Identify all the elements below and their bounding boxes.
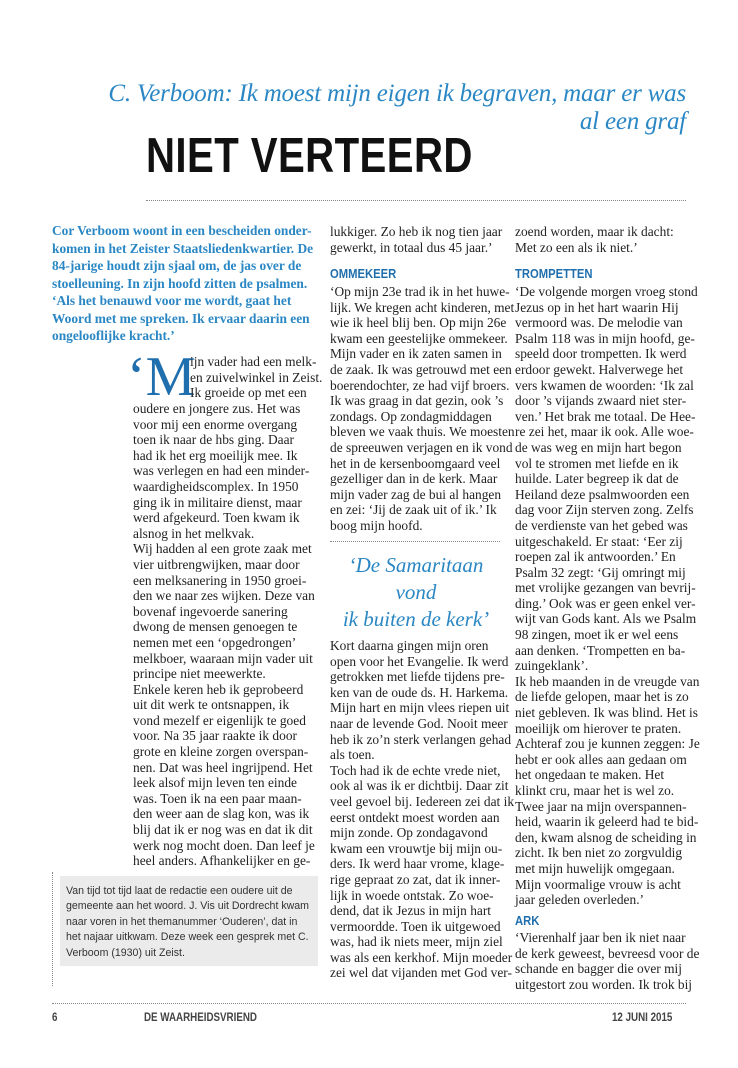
text-line: Met zo een als ik niet.’: [515, 239, 638, 255]
text-line: door ’s vijands zwaard niet ster-: [515, 393, 687, 409]
text-line: den weer aan de slag kon, was ik: [133, 806, 310, 822]
text-line: Achteraf zou je kunnen zeggen: Je: [515, 736, 700, 752]
text-line: het ongedaan te maken. Het: [515, 767, 665, 783]
text-line: schande en bagger die over mij: [515, 961, 682, 977]
col2-bottom-text: [330, 638, 514, 981]
text-line: oudere en jongere zus. Het was: [133, 401, 301, 416]
text-line: ‘Op mijn 23e trad ik in het huwe-: [330, 284, 510, 299]
article-title: NIET VERTEERD: [146, 129, 473, 183]
text-line: Mijn vader en ik zaten samen in: [330, 346, 502, 362]
intro-lead: [52, 222, 313, 345]
text-line: werd afgekeurd. Toen kwam ik: [133, 510, 300, 526]
text-line: kwam een vrouwtje bij mijn ou-: [330, 840, 503, 856]
text-line: met mijn huwelijk omgegaan.: [515, 860, 675, 876]
text-line: vers kwamen de woorden: ‘Ik zal: [515, 377, 694, 393]
col1-indented-text: [190, 354, 322, 401]
text-line: Van tijd tot tijd laat de redactie een oudere uit de: [66, 885, 293, 897]
text-line: den we naar zes wijken. Deze van: [133, 588, 315, 604]
text-line: ‘De volgende morgen vroeg stond: [515, 284, 698, 299]
col3-top-text: [515, 224, 674, 255]
text-line: Mijn voormalige vrouw is acht: [515, 876, 681, 892]
text-line: heid, waarin ik geleerd had te bid-: [515, 814, 699, 830]
text-line: het najaar uitkwam. Deze week een gesprek met C.: [66, 931, 309, 944]
text-line: ‘Als het benauwd voor me wordt, gaat het: [52, 293, 292, 308]
text-line: uitgeschakeld. Er staat: ‘Eer zij: [515, 533, 683, 549]
text-line: was verlegen en had een minder-: [133, 463, 310, 479]
text-line: uit dit werk te ontsnappen, ik: [133, 697, 290, 713]
text-line: Wij hadden al een grote zaak met: [133, 541, 312, 557]
text-line: bleven we vaak thuis. We moesten: [330, 424, 515, 440]
text-line: principe niet meewerkte.: [133, 666, 266, 682]
text-line: ding.’ Ook was er geen enkel ver-: [515, 595, 696, 611]
col3-ark-text: [515, 930, 699, 992]
text-line: ging ik in militaire dienst, maar: [133, 494, 302, 510]
text-line: dwong de mensen genoegen te: [133, 619, 298, 635]
text-line: niet gebleven. Ik was blind. Het is: [515, 705, 698, 721]
text-line: alsnog in het melkvak.: [133, 525, 255, 541]
col3-trompetten-text: [515, 284, 700, 908]
text-line: vermoord was. De melodie van: [515, 315, 683, 331]
text-line: Toch had ik de echte vrede niet,: [330, 762, 501, 778]
text-line: Psalm 32 zegt: ‘Gij omringt mij: [515, 564, 686, 580]
text-line: re zei het, maar ik ook. Alle woe-: [515, 424, 694, 440]
text-line: leek alsof mijn leven ten einde: [133, 775, 297, 791]
text-line: het in de kersenboomgaard veel: [330, 455, 501, 471]
text-line: grote en kleine zorgen overspan-: [133, 744, 309, 760]
heading-trompetten: TROMPETTEN: [515, 267, 593, 281]
text-line: een melksanering in 1950 groei-: [133, 572, 307, 588]
text-line: jaar geleden overleden.’: [515, 892, 644, 908]
article-subtitle: C. Verboom: Ik moest mijn eigen ik begraven, maar er was al een graf: [108, 80, 686, 135]
heading-ark: ARK: [515, 914, 540, 928]
text-line: den, kwam alsnog de scheiding in: [515, 829, 697, 845]
text-line: ongelooflijke kracht.’: [52, 328, 175, 343]
text-line: zuingeklank’.: [515, 658, 589, 674]
footer-divider: [52, 1003, 686, 1004]
text-line: de zaak. Ik was getrouwd met een: [330, 361, 512, 377]
text-line: naar de levende God. Nooit meer: [330, 715, 508, 731]
text-line: en zei: ‘Jij de zaak uit of ik.’ Ik: [330, 502, 497, 518]
text-line: wijt van Gods kant. Als we Psalm: [515, 611, 697, 627]
text-line: was. Toen ik na een paar maan-: [133, 790, 302, 806]
text-line: mijn vader zag de bui al hangen: [330, 486, 502, 502]
text-line: had ik het erg moeilijk mee. Ik: [133, 447, 298, 463]
text-line: veel gevoel bij. Iedereen zei dat ik: [330, 793, 515, 809]
text-line: Mijn hart en mijn vlees riepen uit: [330, 700, 510, 716]
text-line: 98 zingen, moet ik er wel eens: [515, 627, 679, 643]
col2-top-text: [330, 224, 502, 255]
text-line: Psalm 118 was in mijn hoofd, ge-: [515, 330, 695, 346]
text-line: vond mezelf er eigenlijk te goed: [133, 712, 306, 728]
text-line: huilde. Later begreep ik dat de: [515, 471, 679, 487]
text-line: speeld door trompetten. Ik werd: [515, 346, 687, 362]
text-line: zoend worden, maar ik dacht:: [515, 224, 674, 239]
text-line: open voor het Evangelie. Ik werd: [330, 653, 509, 669]
text-line: wie ik heel blij ben. Op mijn 26e: [330, 315, 507, 331]
drop-cap: ‘M: [127, 346, 196, 408]
text-line: de verdienste van het gebed was: [515, 517, 688, 533]
text-line: getrokken met liefde tijdens pre-: [330, 669, 505, 685]
text-line: ik buiten de kerk’: [342, 607, 490, 631]
text-line: bovenaf ingevoerde sanering: [133, 603, 288, 619]
text-line: zei wel dat vijanden met God ver-: [330, 965, 512, 981]
text-line: kwam een geestelijke ommekeer.: [330, 330, 508, 346]
text-line: uitgestort zou worden. Ik trok bij: [515, 976, 693, 992]
text-line: boerendochter, ze had vijf broers.: [330, 377, 510, 393]
title-divider: [146, 200, 686, 201]
text-line: Woord met me spreken. Ik ervaar daarin een: [52, 310, 310, 326]
sidebar-divider: [52, 872, 53, 986]
text-line: mijn zonde. Op zondagavond: [330, 825, 488, 841]
text-line: rige gepraat zo zat, dat ik inner-: [330, 871, 501, 887]
text-line: lijk. We kregen acht kinderen, met: [330, 299, 515, 315]
text-line: vermoordde. Toen ik uitgewoed: [330, 918, 501, 934]
text-line: toen ik naar de hbs ging. Daar: [133, 432, 295, 448]
text-line: ders. Ik werd haar vrome, klage-: [330, 856, 505, 872]
text-line: de kerk geweest, bevreesd voor de: [515, 945, 700, 961]
text-line: ken van de oude ds. H. Harkema.: [330, 684, 509, 700]
publication-name: DE WAARHEIDSVRIEND: [144, 1012, 257, 1024]
text-line: voor. Na 35 jaar raakte ik door: [133, 728, 297, 744]
heading-ommekeer: OMMEKEER: [330, 267, 397, 281]
text-line: Ik was graag in dat gezin, ook ’s: [330, 393, 504, 409]
text-line: Twee jaar na mijn overspannen-: [515, 798, 687, 814]
text-line: erdoor gewekt. Halverwege het: [515, 361, 684, 377]
editorial-note-text: [66, 884, 309, 961]
text-line: nemen met een ‘opgedrongen’: [133, 634, 297, 650]
text-line: was, had ik niets meer, mijn ziel: [330, 934, 503, 950]
text-line: waardigheidscomplex. In 1950: [133, 478, 299, 494]
col1-body-text: [133, 401, 315, 869]
text-line: zicht. Ik ben niet zo zorgvuldig: [515, 845, 683, 861]
text-line: blij dat ik er nog was en dat ik dit: [133, 822, 313, 838]
text-line: gewerkt, in totaal dus 45 jaar.’: [330, 239, 493, 255]
text-line: met vrolijke gezangen van bevrij-: [515, 580, 696, 596]
text-line: voor mij een enorme overgang: [133, 416, 298, 432]
text-line: Kort daarna gingen mijn oren: [330, 638, 489, 653]
text-line: klinkt cru, maar het is wel zo.: [515, 783, 675, 798]
issue-date: 12 JUNI 2015: [612, 1012, 673, 1024]
text-line: de was weg en mijn hart begon: [515, 439, 682, 455]
text-line: Ik heb maanden in de vreugde van: [515, 673, 700, 689]
text-line: ‘Vierenhalf jaar ben ik niet naar: [515, 930, 686, 945]
text-line: Heiland deze psalmwoorden een: [515, 486, 690, 502]
text-line: stoelleuning. In zijn hoofd zitten de psalmen.: [52, 275, 308, 291]
pull-quote-divider: [330, 541, 500, 542]
text-line: heel anders. Afhankelijker en ge-: [133, 853, 311, 869]
text-line: naar voren in het themanummer ‘Ouderen’, dat in: [66, 915, 298, 928]
text-line: heb ik zo’n sterk verlangen gehad: [330, 731, 512, 747]
text-line: moeilijk om hierover te praten.: [515, 720, 682, 736]
text-line: werk nog mocht doen. Dan leef je: [133, 837, 315, 853]
text-line: gemeente aan het woord. J. Vis uit Dordrecht kwam: [66, 900, 309, 913]
pull-quote: [328, 552, 504, 633]
text-line: hebt er ook alles aan gedaan om: [515, 751, 687, 767]
text-line: Cor Verboom woont in een bescheiden onder-: [52, 223, 312, 238]
text-line: Enkele keren heb ik geprobeerd: [133, 681, 304, 697]
text-line: 84-jarige houdt zijn sjaal om, de jas over de: [52, 258, 302, 273]
text-line: boog mijn hoofd.: [330, 517, 423, 533]
text-line: komen in het Zeister Staatsliedenkwartier. De: [52, 240, 314, 256]
page-number: 6: [52, 1012, 58, 1024]
text-line: vol te stromen met liefde en ik: [515, 455, 679, 471]
text-line: vier uitbrengwijken, maar door: [133, 556, 300, 572]
text-line: en zuivelwinkel in Zeist.: [190, 369, 323, 385]
text-line: zondags. Op zondagmiddagen: [330, 408, 492, 424]
text-line: dag voor Zijn sterven zong. Zelfs: [515, 502, 694, 518]
text-line: ijn vader had een melk-: [190, 354, 317, 369]
text-line: roepen zal ik antwoorden.’ En: [515, 549, 676, 565]
text-line: Jezus op in het hart waarin Hij: [515, 299, 679, 315]
text-line: aan denken. ‘Trompetten en ba-: [515, 642, 686, 658]
text-line: lijk in woede ontstak. Zo woe-: [330, 887, 494, 903]
text-line: melkboer, waaraan mijn vader uit: [133, 650, 313, 666]
text-line: eerst ontdekt moest worden aan: [330, 809, 500, 825]
text-line: gezelliger dan in de kerk. Maar: [330, 471, 498, 487]
text-line: Ik groeide op met een: [190, 385, 307, 401]
col2-ommekeer-text: [330, 284, 515, 534]
text-line: als toen.: [330, 747, 375, 763]
text-line: ‘De Samaritaan vond: [348, 553, 484, 604]
text-line: lukkiger. Zo heb ik nog tien jaar: [330, 224, 503, 239]
text-line: dend, dat ik Jezus in mijn hart: [330, 903, 492, 919]
text-line: ook al was ik er dichtbij. Daar zit: [330, 778, 509, 794]
text-line: Verboom (1930) uit Zeist.: [66, 946, 185, 959]
text-line: nen. Dat was heel ingrijpend. Het: [133, 759, 313, 775]
text-line: de spreeuwen verjagen en ik vond: [330, 439, 513, 455]
text-line: de liefde gelopen, maar het is zo: [515, 689, 689, 705]
text-line: ven.’ Het brak me totaal. De Hee-: [515, 408, 696, 424]
text-line: was als een kerkhof. Mijn moeder: [330, 949, 513, 965]
